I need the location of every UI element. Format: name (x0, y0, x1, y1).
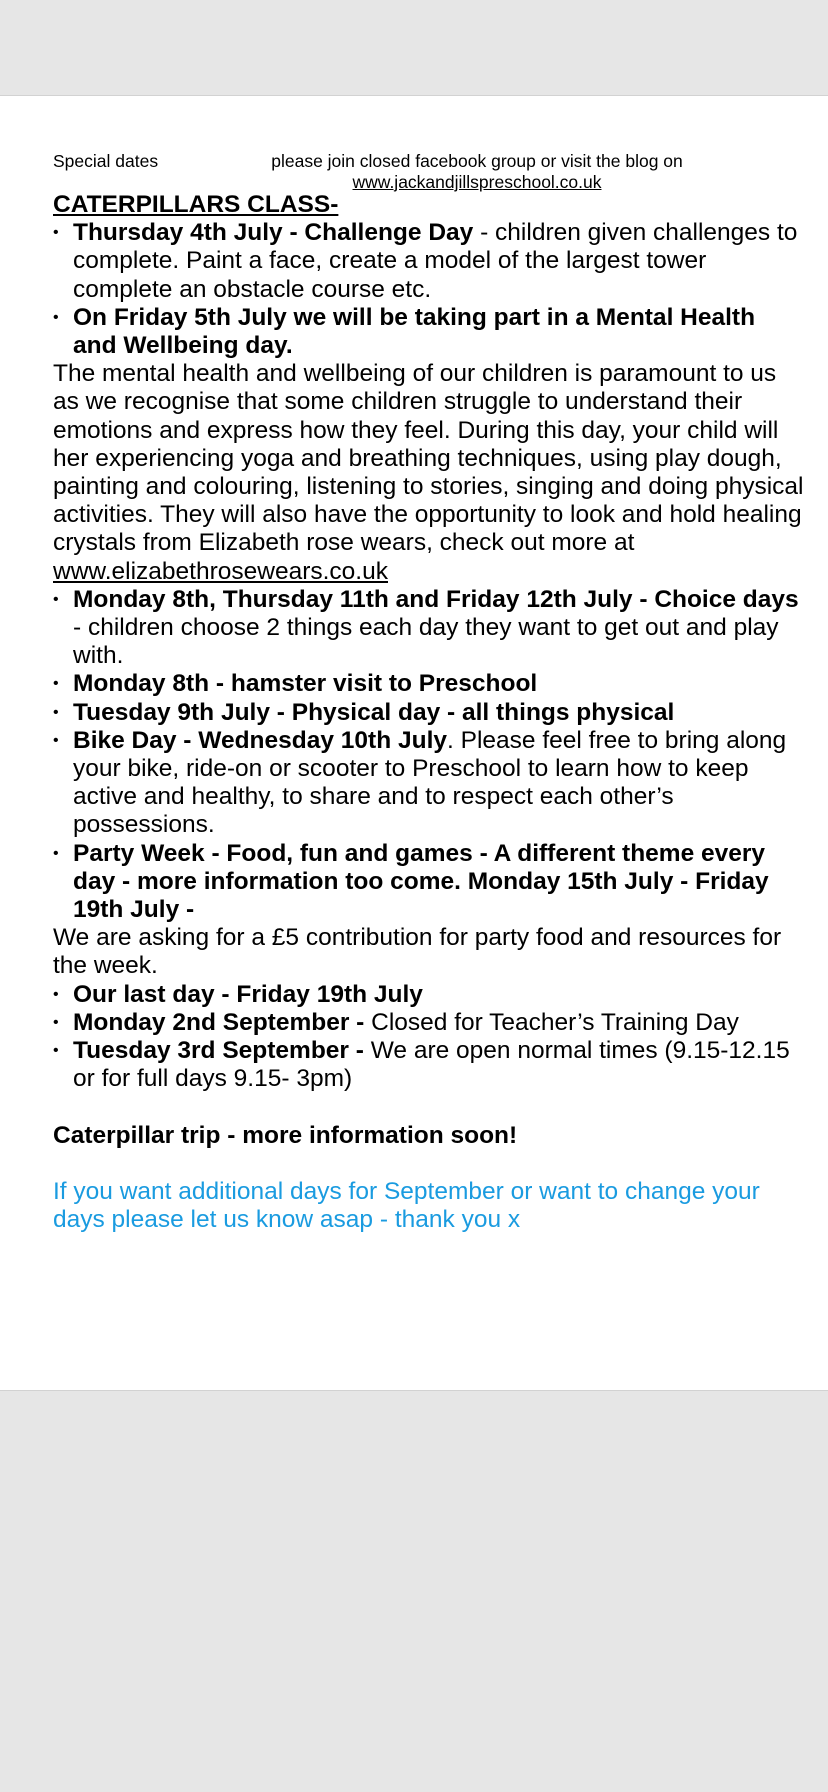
list-item (53, 219, 805, 304)
list-item (53, 727, 805, 840)
document-body (53, 191, 805, 1234)
list-item-bold: Monday 8th - hamster visit to Preschool (73, 670, 538, 698)
spacer (53, 1150, 805, 1178)
list-item-text: . Please feel free to bring along your bike, ride-on or scooter to Preschool to learn how to keep active and healthy, to share and to respect each other’s possessions. (73, 726, 787, 839)
list-item (53, 1037, 805, 1093)
bullet-list-c (53, 981, 805, 1094)
blog-note-text: please join closed facebook group or visit the blog on (271, 151, 683, 171)
list-item-bold: Tuesday 3rd September - (73, 1037, 364, 1065)
list-item (53, 586, 805, 671)
spacer (53, 1094, 805, 1122)
list-item-text: We are open normal times (9.15-12.15 or for full days 9.15- 3pm) (73, 1037, 790, 1093)
list-item (53, 1009, 805, 1037)
list-item-bold: Thursday 4th July - Challenge Day (73, 219, 474, 247)
elizabeth-rose-link[interactable]: www.elizabethrosewears.co.uk (53, 557, 388, 585)
list-item-text: Closed for Teacher’s Training Day (364, 1008, 739, 1036)
list-item-bold: Monday 2nd September - (73, 1008, 365, 1036)
list-item (53, 670, 805, 698)
list-item-bold: Party Week - Food, fun and games - A different theme every day - more information too come. Monday 15th July - Friday 19th July - (73, 839, 769, 924)
list-item-text: - children choose 2 things each day they want to get out and play with. (73, 614, 779, 670)
special-dates-label: Special dates (53, 151, 159, 171)
wellbeing-paragraph (53, 360, 805, 586)
list-item-bold: Our last day - Friday 19th July (73, 980, 423, 1008)
list-item-bold: Tuesday 9th July - Physical day - all things physical (73, 698, 675, 726)
notice-text: If you want additional days for September or want to change your days please let us know asap - thank you x (53, 1177, 760, 1233)
list-item-text: - children given challenges to complete. Paint a face, create a model of the largest tower complete an obstacle course etc. (73, 219, 798, 303)
bullet-list-a (53, 219, 805, 360)
document-content (53, 151, 805, 1234)
list-item-bold: On Friday 5th July we will be taking part in a Mental Health and Wellbeing day. (73, 303, 756, 360)
class-title: CATERPILLARS CLASS- (53, 191, 339, 218)
list-item-bold: Monday 8th, Thursday 11th and Friday 12th July - Choice days (73, 585, 799, 613)
trip-heading: Caterpillar trip - more information soon! (53, 1121, 518, 1149)
party-paragraph: We are asking for a £5 contribution for party food and resources for the week. (53, 924, 782, 980)
list-item (53, 840, 805, 925)
bullet-list-b (53, 586, 805, 924)
blog-url-link[interactable]: www.jackandjillspreschool.co.uk (352, 172, 602, 192)
blog-note (258, 151, 696, 193)
list-item-bold: Bike Day - Wednesday 10th July (73, 726, 447, 754)
list-item (53, 699, 805, 727)
document-page (0, 95, 828, 1391)
wellbeing-text: The mental health and wellbeing of our children is paramount to us as we recognise that some children struggle to understand their emotions and express how they feel. During this day, your child will her experiencing yoga and breathing techniques, using play dough, painting and colouring, listening to stories, singing and doing physical activities. They will also have the opportunity to look and hold healing crystals from Elizabeth rose wears, check out more at (53, 360, 804, 557)
list-item (53, 981, 805, 1009)
list-item (53, 304, 805, 360)
document-header (53, 151, 805, 191)
